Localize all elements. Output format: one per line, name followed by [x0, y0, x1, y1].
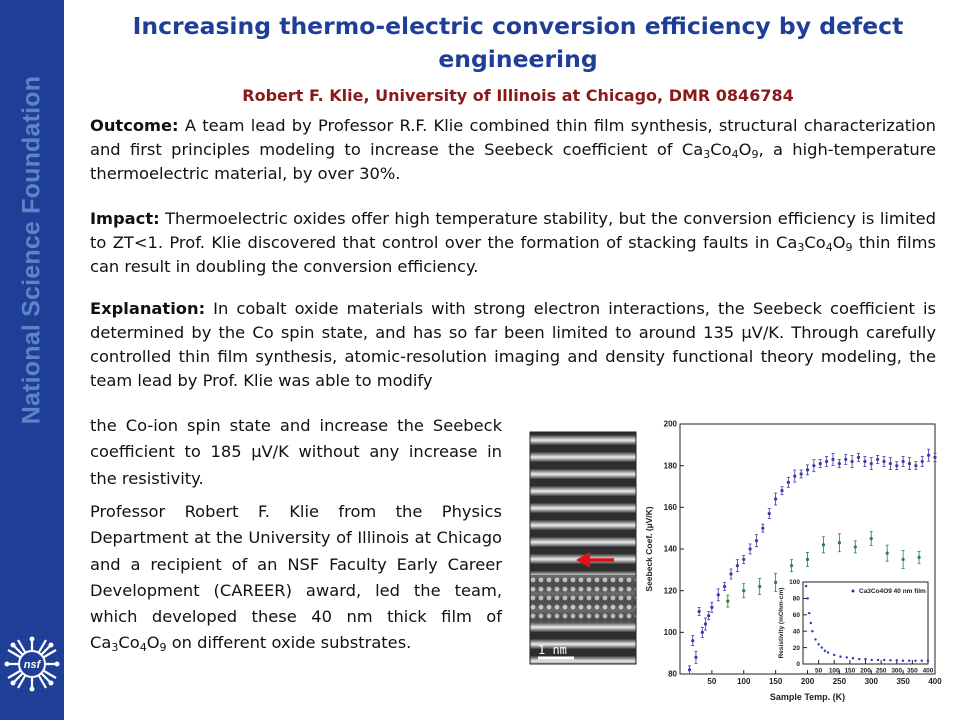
seebeck-xtick-label: 100: [737, 677, 751, 686]
seebeck-point: [768, 512, 771, 515]
seebeck-point: [822, 543, 825, 546]
seebeck-point: [790, 564, 793, 567]
resistivity-ytick-label: 60: [792, 611, 800, 619]
outcome-lead: Outcome:: [90, 116, 179, 135]
seebeck-point: [914, 464, 917, 467]
seebeck-point: [736, 564, 739, 567]
resistivity-point: [871, 659, 873, 661]
explanation-text: In cobalt oxide materials with strong electron interactions, the Seebeck coefficient is determined by the Co spin state, and has so far been limited to around 135 µV/K. Through carefully controlled thin film synthesis, atomic-resolution imaging and density functional theory modeling, the team lead by Prof. Klie was able to modify: [90, 299, 936, 390]
formula: $Ca_3Co_4O_9$: [776, 233, 853, 254]
seebeck-point: [819, 462, 822, 465]
resistivity-point: [927, 660, 929, 662]
seebeck-xtick-label: 250: [832, 677, 847, 686]
seebeck-point: [886, 552, 889, 555]
seebeck-point: [921, 460, 924, 463]
resistivity-point: [852, 657, 854, 659]
resistivity-point: [814, 638, 816, 640]
seebeck-point: [854, 545, 857, 548]
seebeck-point: [825, 460, 828, 463]
seebeck-point: [806, 558, 809, 561]
resistivity-point: [902, 660, 904, 662]
resistivity-point: [839, 655, 841, 657]
seebeck-xtick-label: 50: [707, 677, 717, 686]
resistivity-point: [833, 654, 835, 656]
resistivity-point: [811, 630, 813, 632]
seebeck-point: [707, 614, 710, 617]
resistivity-ytick-label: 80: [792, 595, 800, 603]
seebeck-point: [774, 581, 777, 584]
seebeck-point: [902, 558, 905, 561]
resistivity-point: [805, 585, 807, 587]
resistivity-point: [896, 659, 898, 661]
seebeck-ytick-label: 120: [663, 586, 677, 596]
seebeck-point: [902, 460, 905, 463]
seebeck-point: [688, 668, 691, 671]
seebeck-point: [691, 639, 694, 642]
resistivity-ytick-label: 20: [792, 644, 800, 652]
seebeck-ytick-label: 180: [663, 461, 677, 471]
seebeck-point: [800, 472, 803, 475]
resistivity-point: [824, 650, 826, 652]
resistivity-point: [877, 659, 879, 661]
seebeck-point: [717, 593, 720, 596]
explanation-paragraph: [90, 297, 936, 393]
seebeck-point: [812, 464, 815, 467]
seebeck-point: [917, 556, 920, 559]
scale-label: 1 nm: [538, 643, 567, 657]
resistivity-point: [864, 658, 866, 660]
stem-micrograph: [530, 432, 636, 664]
seebeck-xtick-label: 200: [800, 677, 815, 686]
seebeck-ytick-label: 80: [668, 669, 677, 679]
nsf-logo: [4, 636, 60, 692]
resistivity-point: [821, 646, 823, 648]
resistivity-xtick-label: 100: [828, 667, 840, 675]
seebeck-point: [882, 460, 885, 463]
resistivity-xtick-label: 250: [875, 667, 887, 675]
seebeck-point: [704, 622, 707, 625]
seebeck-point: [870, 462, 873, 465]
resistivity-xtick-label: 150: [844, 667, 856, 675]
explanation-continued: the Co-ion spin state and increase the Seebeck coefficient to 185 µV/K without any increase in the resistivity.: [90, 416, 502, 488]
resistivity-ytick-label: 0: [796, 661, 800, 669]
seebeck-chart: [640, 414, 940, 704]
seebeck-ytick-label: 160: [663, 503, 677, 512]
seebeck-point: [723, 585, 726, 588]
seebeck-xtick-label: 300: [864, 677, 878, 686]
seebeck-point: [870, 537, 873, 540]
formula: $Ca_3Co_4O_9$: [90, 633, 167, 655]
seebeck-point: [726, 599, 729, 602]
resistivity-point: [858, 658, 860, 660]
resistivity-ylabel: Resistivity (mOhm-cm): [778, 587, 785, 659]
seebeck-point: [908, 462, 911, 465]
resistivity-legend: Ca3Co4O9 40 nm film: [859, 588, 926, 595]
seebeck-xtick-label: 150: [768, 677, 783, 686]
seebeck-point: [927, 454, 930, 457]
resistivity-point: [817, 643, 819, 645]
formula: $Ca_3Co_4O_9$: [681, 140, 759, 161]
seebeck-point: [844, 458, 847, 461]
seebeck-point: [895, 464, 898, 467]
klie-text-2: on different oxide substrates.: [166, 633, 412, 653]
seebeck-point: [694, 656, 697, 659]
resistivity-point: [846, 656, 848, 658]
seebeck-point: [876, 458, 879, 461]
page-title: Increasing thermo-electric conversion efficiency by defect engineering: [132, 12, 904, 73]
seebeck-ytick-label: 140: [663, 544, 677, 554]
author-line: Robert F. Klie, University of Illinois at Chicago, DMR 0846784: [242, 86, 794, 105]
resistivity-point: [806, 597, 808, 599]
seebeck-point: [851, 460, 854, 463]
resistivity-point: [827, 651, 829, 653]
seebeck-point: [831, 458, 834, 461]
seebeck-point: [933, 456, 936, 459]
seebeck-point: [787, 481, 790, 484]
resistivity-point: [889, 659, 891, 661]
resistivity-point: [883, 659, 885, 661]
outcome-text: A team lead by Professor R.F. Klie combined thin film synthesis, structural characterization and first principles modeling to increase the Seebeck coefficient of: [90, 116, 936, 159]
seebeck-point: [749, 547, 752, 550]
resistivity-xtick-label: 200: [860, 667, 871, 675]
outcome-paragraph: [90, 114, 936, 186]
klie-text: Professor Robert F. Klie from the Physics Department at the University of Illinois at Chicago and a recipient of an NSF Faculty Early Career Development (CAREER) award, led the team, which developed these 40 nm thick film of: [90, 502, 502, 627]
resistivity-xtick-label: 300: [891, 667, 903, 675]
resistivity-xtick-label: 50: [815, 667, 823, 675]
impact-text-2: thin films can result in doubling the conversion efficiency.: [90, 233, 936, 276]
seebeck-point: [774, 497, 777, 500]
seebeck-ytick-label: 100: [663, 628, 677, 637]
seebeck-point: [755, 539, 758, 542]
svg-text:nsf: nsf: [23, 659, 41, 671]
seebeck-point: [758, 585, 761, 588]
seebeck-point: [729, 572, 732, 575]
seebeck-ytick-label: 200: [663, 419, 677, 429]
seebeck-xtick-label: 350: [896, 677, 910, 686]
seebeck-point: [863, 460, 866, 463]
seebeck-point: [793, 474, 796, 477]
impact-text: Thermoelectric oxides offer high temperature stability, but the conversion efficiency is limited to ZT<1. Prof. Klie discovered that control over the formation of stacking faults in: [90, 209, 936, 252]
resistivity-ytick-label: 100: [789, 579, 800, 587]
resistivity-point: [921, 660, 923, 662]
resistivity-point: [810, 622, 812, 624]
seebeck-point: [889, 462, 892, 465]
explanation-lead: Explanation:: [90, 299, 206, 318]
seebeck-point: [761, 527, 764, 530]
seebeck-point: [838, 541, 841, 544]
seebeck-point: [742, 589, 745, 592]
seebeck-point: [838, 462, 841, 465]
nsf-vertical-label: National Science Foundation: [17, 75, 46, 425]
nsf-sidebar: [0, 0, 64, 720]
seebeck-point: [780, 489, 783, 492]
seebeck-point: [710, 606, 713, 609]
resistivity-point: [914, 660, 916, 662]
outcome-text-2: , a high-temperature thermoelectric material, by over 30%.: [90, 140, 937, 183]
seebeck-point: [698, 610, 701, 613]
resistivity-ytick-label: 40: [792, 628, 800, 636]
seebeck-point: [701, 631, 704, 634]
resistivity-point: [808, 612, 810, 614]
seebeck-point: [857, 456, 860, 459]
seebeck-point: [806, 468, 809, 471]
seebeck-xtick-label: 400: [928, 677, 942, 686]
klie-paragraph: [90, 499, 502, 657]
impact-lead: Impact:: [90, 209, 160, 228]
seebeck-ylabel: Seebeck Coef. (µV/K): [644, 506, 654, 592]
seebeck-point: [742, 558, 745, 561]
resistivity-xtick-label: 350: [906, 667, 918, 675]
resistivity-point: [908, 660, 910, 662]
resistivity-legend-marker: [852, 590, 855, 593]
resistivity-xtick-label: 400: [922, 667, 934, 675]
seebeck-xlabel: Sample Temp. (K): [769, 692, 846, 702]
impact-paragraph: [90, 207, 936, 279]
